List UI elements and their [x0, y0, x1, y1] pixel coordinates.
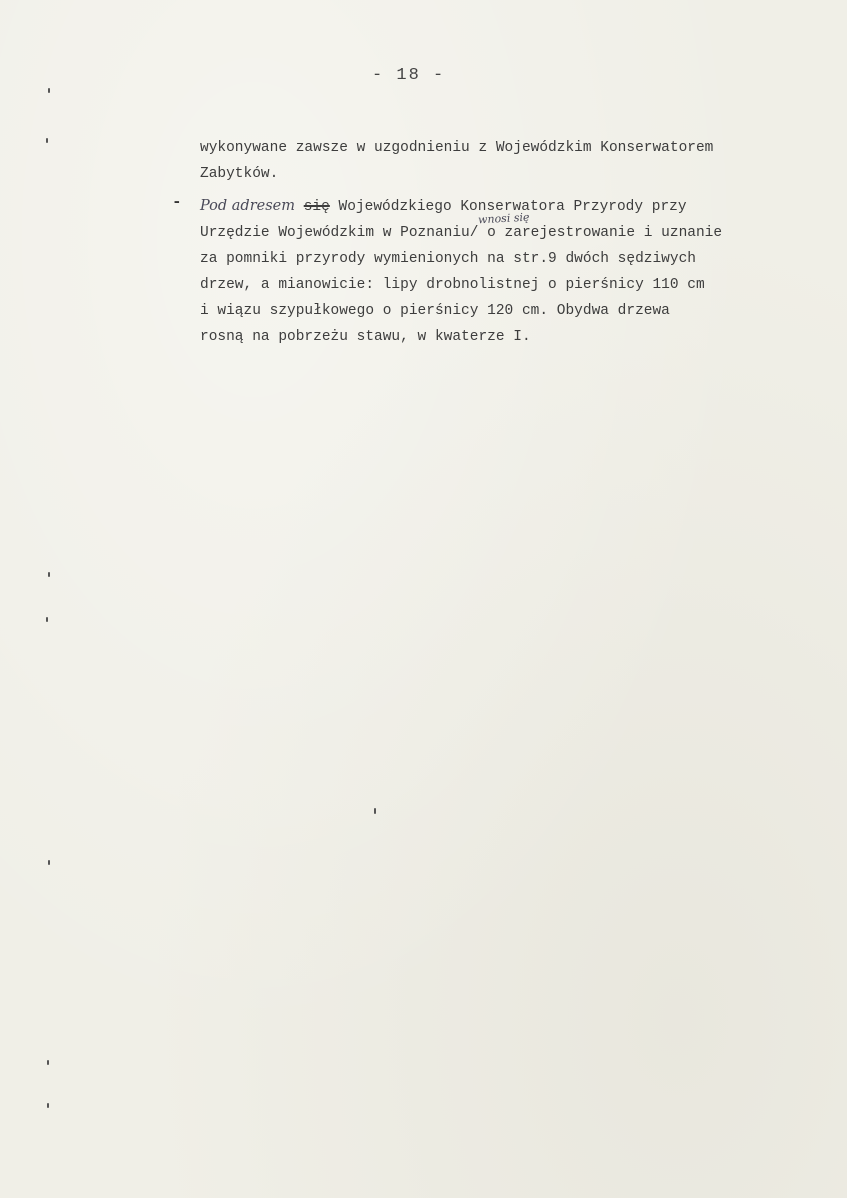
margin-mark [46, 138, 48, 143]
margin-mark [46, 617, 48, 622]
struck-word: się [303, 199, 330, 215]
paragraph-2-line-5: i wiązu szypułkowego o pierśnicy 120 cm. Obydwa drzewa [200, 303, 670, 319]
handwritten-correction: Pod adresem [200, 198, 296, 214]
body-line-1: wykonywane zawsze w uzgodnieniu z Wojewódzkim Konserwatorem [200, 140, 714, 156]
margin-mark [374, 808, 376, 814]
list-bullet: - [172, 193, 182, 211]
paragraph-2-line-2: Urzędzie Wojewódzkim w Poznaniu/ o zarejestrowanie i uznanie [200, 225, 723, 241]
margin-mark [48, 860, 50, 865]
margin-mark [48, 88, 50, 93]
margin-mark [48, 572, 50, 577]
paragraph-2-line-6: rosną na pobrzeżu stawu, w kwaterze I. [200, 329, 531, 345]
paragraph-2-line-3: za pomniki przyrody wymienionych na str.9 dwóch sędziwych [200, 251, 696, 267]
margin-mark [47, 1103, 49, 1108]
body-line-2: Zabytków. [200, 166, 279, 182]
paragraph-2-line-4: drzew, a mianowicie: lipy drobnolistnej o pierśnicy 110 cm [200, 277, 705, 293]
handwritten-insertion: wnosi się [477, 210, 530, 227]
paragraph-2 [200, 193, 722, 350]
page-number: - 18 - [372, 66, 446, 85]
paragraph-2-line-1: Wojewódzkiego Konserwatora Przyrody przy [329, 199, 687, 215]
margin-mark [47, 1060, 49, 1065]
